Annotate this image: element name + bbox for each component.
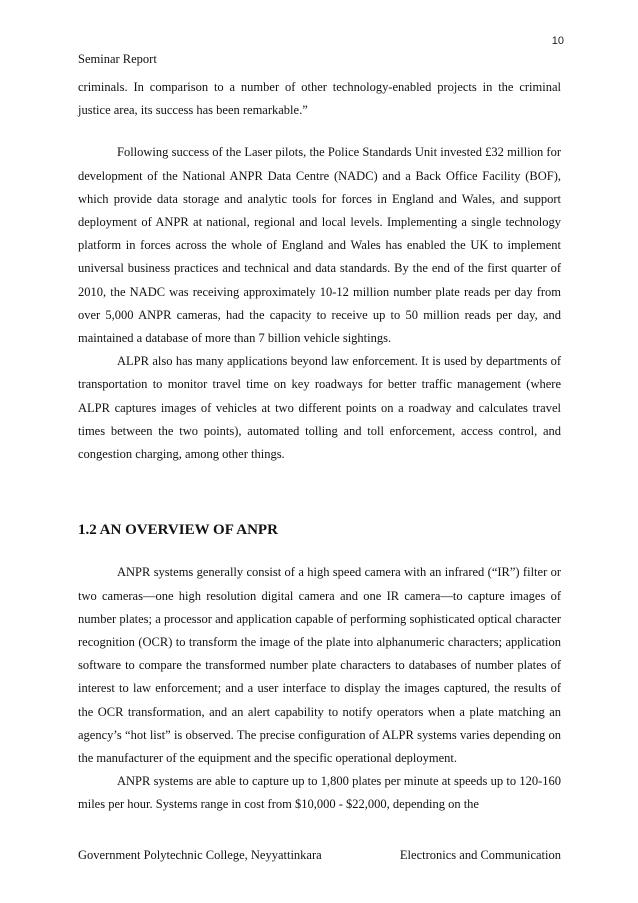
page-header: Seminar Report [78,52,157,66]
paragraph-4: ANPR systems generally consist of a high speed camera with an infrared (“IR”) filter or two cameras—one high resolution digital camera and one IR camera—to capture images of number plates; a processor and application capable of performing sophisticated optical character recognition (OCR) to transform the image of the plate into alphanumeric characters; application software to compare the transformed number plate characters to databases of number plates of interest to law enforcement; and a user interface to display the images captured, the results of the OCR transformation, and an alert capability to notify operators when a plate matching an agency’s “hot list” is observed. The precise configuration of ALPR systems varies depending on the manufacturer of the equipment and the specific operational deployment. [78,565,561,766]
paragraph-1: criminals. In comparison to a number of other technology-enabled projects in the criminal justice area, its success has been remarkable.” [78,80,561,118]
paragraph-2: Following success of the Laser pilots, the Police Standards Unit invested £32 million for development of the National ANPR Data Centre (NADC) and a Back Office Facility (BOF), which provide data storage and analytic tools for forces in England and Wales, and support deployment of ANPR at national, regional and local levels. Implementing a single technology platform in forces across the whole of England and Wales has enabled the UK to implement universal business practices and technical and data standards. By the end of the first quarter of 2010, the NADC was receiving approximately 10-12 million number plate reads per day from over 5,000 ANPR cameras, had the capacity to receive up to 50 million reads per day, and maintained a database of more than 7 billion vehicle sightings. [78,145,561,346]
section-heading: 1.2 AN OVERVIEW OF ANPR [78,522,278,539]
page-footer [78,848,561,863]
page-number: 10 [551,35,564,47]
footer-institution: Government Polytechnic College, Neyyattinkara [78,848,322,862]
paragraph-3: ALPR also has many applications beyond law enforcement. It is used by departments of transportation to monitor travel time on key roadways for better traffic management (where ALPR captures images of vehicles at two different points on a roadway and calculates travel times between the two points), automated tolling and toll enforcement, access control, and congestion charging, among other things. [78,354,561,462]
document-body [78,76,561,817]
paragraph-5: ANPR systems are able to capture up to 1,800 plates per minute at speeds up to 120-160 miles per hour. Systems range in cost from $10,000 - $22,000, depending on the [78,774,561,812]
footer-department: Electronics and Communication [399,848,561,862]
